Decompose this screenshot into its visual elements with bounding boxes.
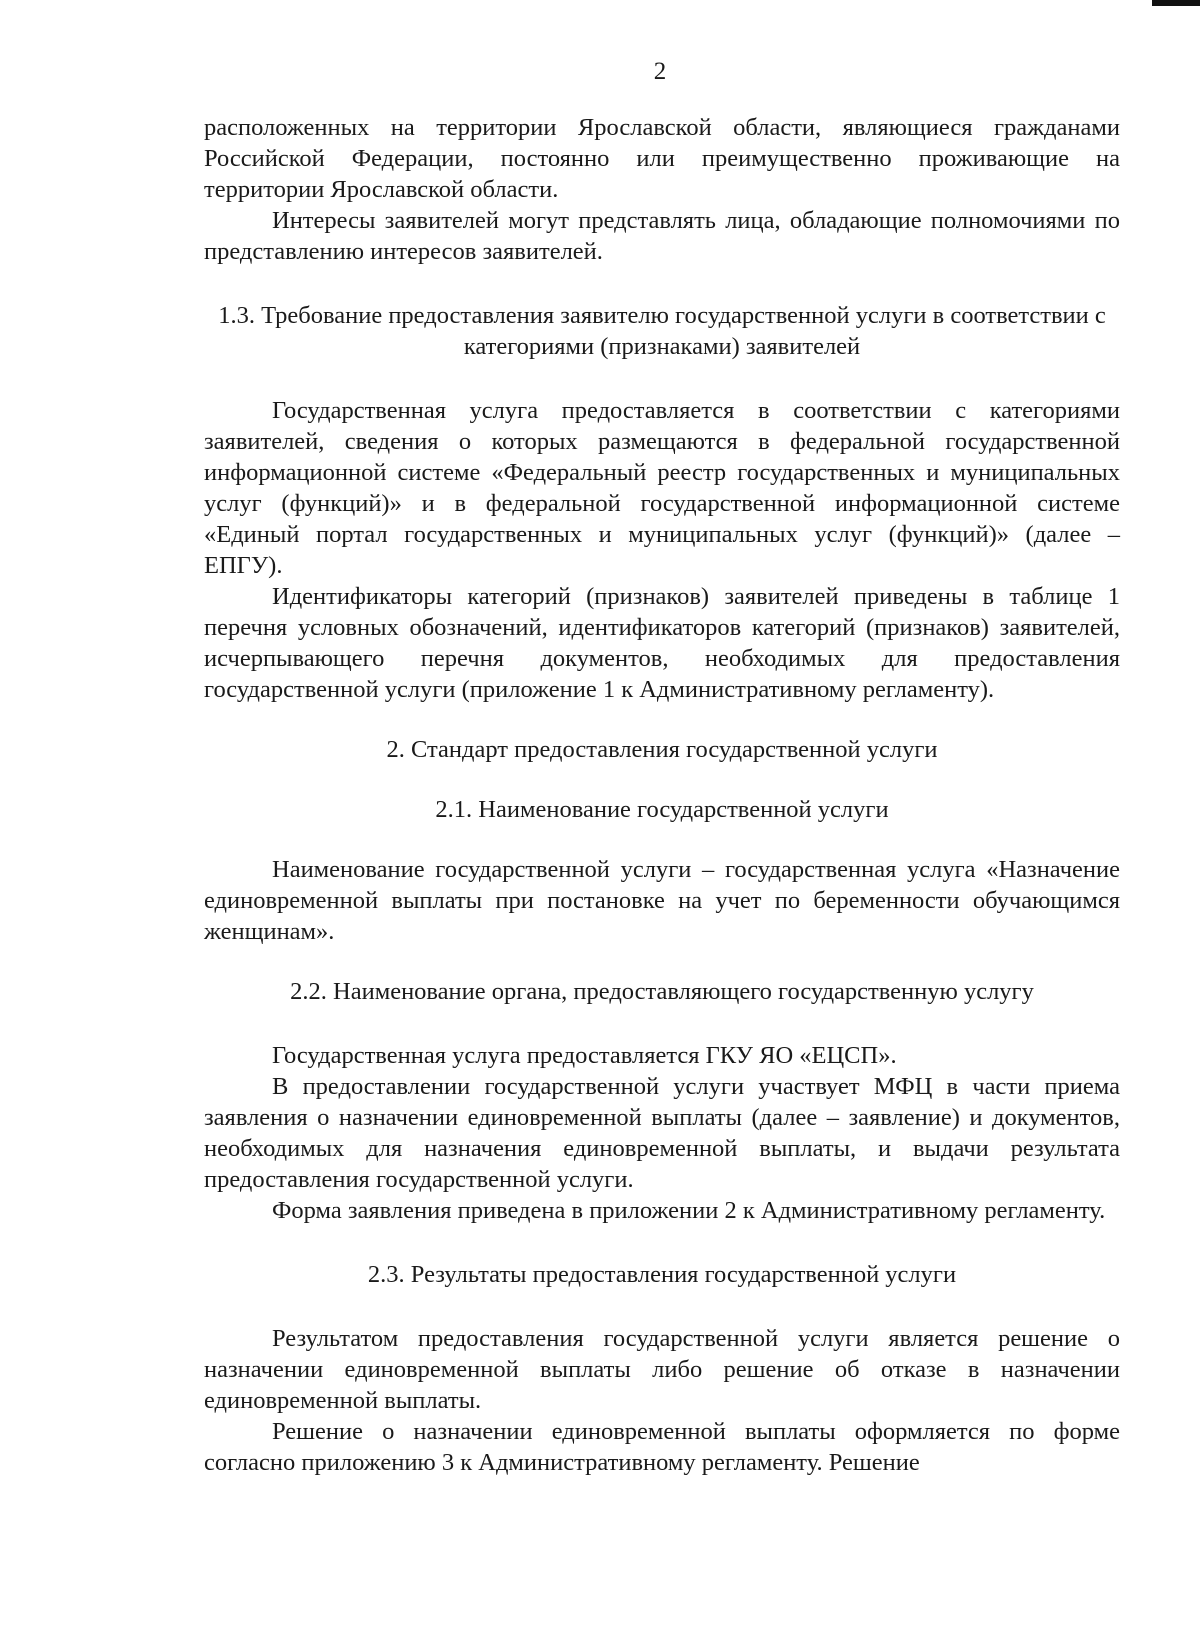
- paragraph-service-provider: Государственная услуга предоставляется ГКУ ЯО «ЕЦСП».: [272, 1042, 897, 1069]
- heading-2-3: 2.3. Результаты предоставления государственной услуги: [367, 1261, 957, 1288]
- paragraph-representatives: Интересы заявителей могут представлять лица, обладающие полномочиями по представлению интересов заявителей.: [204, 207, 1120, 265]
- document-body: [204, 112, 1120, 1478]
- paragraph-service-result: Результатом предоставления государственной услуги является решение о назначении единовременной выплаты либо решение об отказе в назначении единовременной выплаты.: [204, 1325, 1120, 1414]
- page-number: 2: [653, 58, 667, 85]
- paragraph-service-categories: Государственная услуга предоставляется в соответствии с категориями заявителей, сведения о которых размещаются в федеральной государственной информационной системе «Федеральный реестр государственных и муниципальных услуг (функций)» и в федеральной государственной информационной системе «Единый портал государственных и муниципальных услуг (функций)» (далее – ЕПГУ).: [204, 397, 1120, 579]
- heading-1-3: 1.3. Требование предоставления заявителю государственной услуги в соответствии с категориями (признаками) заявителей: [218, 302, 1106, 360]
- paragraph-applicants-residence: расположенных на территории Ярославской области, являющиеся гражданами Российской Федерации, постоянно или преимущественно проживающие на территории Ярославской области.: [204, 114, 1120, 203]
- paragraph-application-form: Форма заявления приведена в приложении 2 к Административному регламенту.: [272, 1197, 1106, 1224]
- heading-2-2: 2.2. Наименование органа, предоставляющего государственную услугу: [290, 978, 1034, 1005]
- scan-corner-mark: [1152, 0, 1200, 6]
- paragraph-service-name: Наименование государственной услуги – государственная услуга «Назначение единовременной выплаты при постановке на учет по беременности обучающимся женщинам».: [204, 856, 1120, 945]
- heading-2: 2. Стандарт предоставления государственной услуги: [386, 736, 938, 763]
- paragraph-category-identifiers: Идентификаторы категорий (признаков) заявителей приведены в таблице 1 перечня условных обозначений, идентификаторов категорий (признаков) заявителей, исчерпывающего перечня документов, необходимых для предоставления государственной услуги (приложение 1 к Административному регламенту).: [204, 583, 1120, 703]
- paragraph-mfc-participation: В предоставлении государственной услуги участвует МФЦ в части приема заявления о назначении единовременной выплаты (далее – заявление) и документов, необходимых для назначения единовременной выплаты, и выдачи результата предоставления государственной услуги.: [204, 1073, 1120, 1193]
- paragraph-decision-form: Решение о назначении единовременной выплаты оформляется по форме согласно приложению 3 к Административному регламенту. Решение: [204, 1418, 1120, 1476]
- heading-2-1: 2.1. Наименование государственной услуги: [435, 796, 889, 823]
